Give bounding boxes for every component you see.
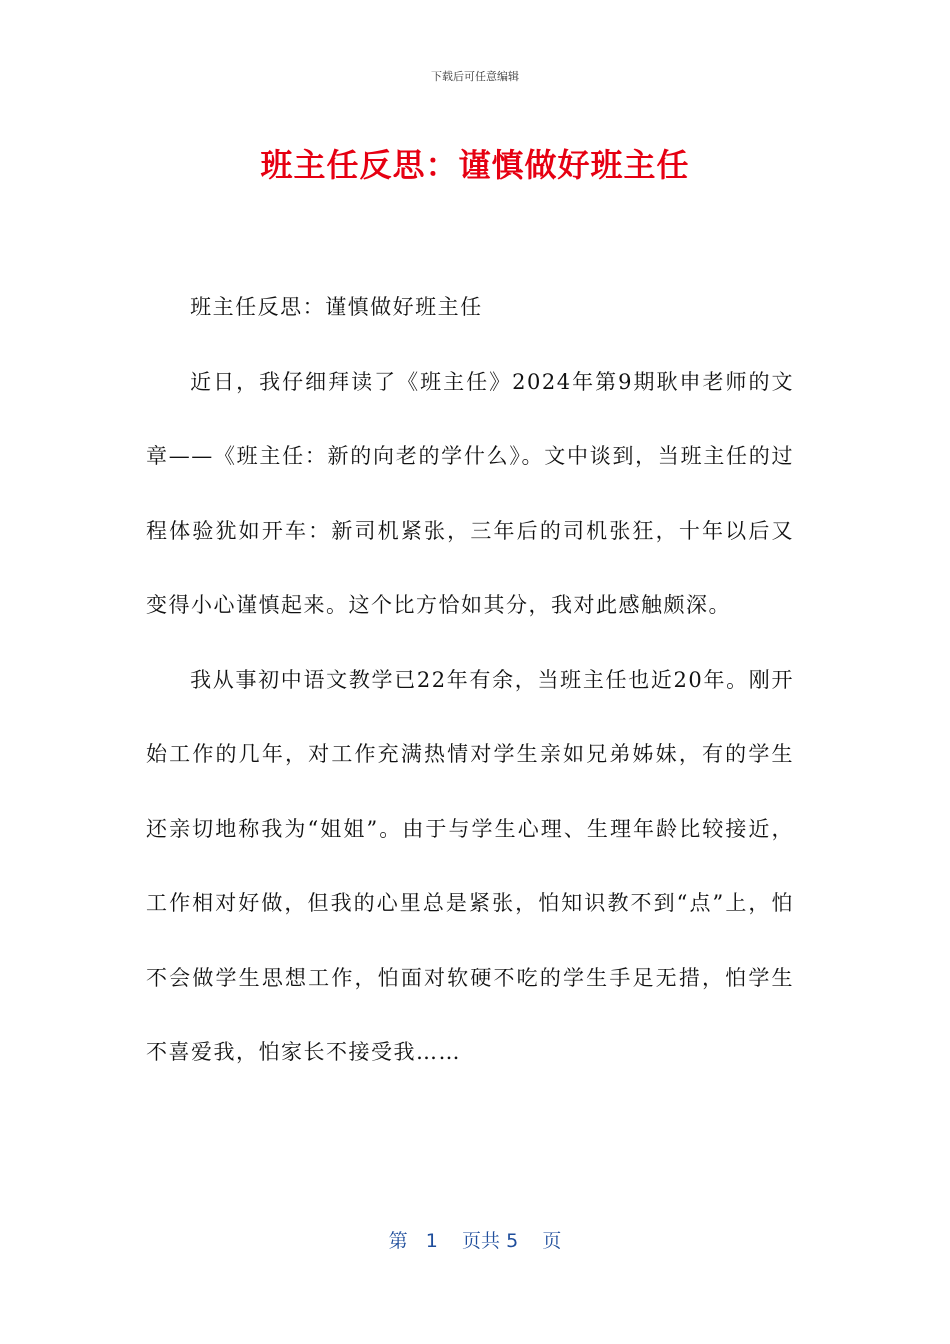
- paragraph: 班主任反思：谨慎做好班主任: [190, 295, 483, 319]
- footer-page-number: 1: [425, 1230, 438, 1252]
- body-text: [146, 270, 794, 1090]
- page-footer: [0, 1226, 950, 1253]
- paragraph: 近日，我仔细拜读了《班主任》2024年第9期耿申老师的文章——《班主任：新的向老的学什么》。文中谈到，当班主任的过程体验犹如开车：新司机紧张，三年后的司机张狂，十年以后又变得小心谨慎起来。这个比方恰如其分，我对此感触颇深。: [146, 369, 794, 617]
- footer-total-pages: 5: [506, 1230, 519, 1252]
- footer-suffix: 页: [542, 1230, 562, 1252]
- footer-middle: 页共: [462, 1230, 501, 1252]
- page-title: 班主任反思：谨慎做好班主任: [260, 146, 690, 184]
- footer-prefix: 第: [388, 1230, 408, 1252]
- header-note: 下载后可任意编辑: [431, 70, 519, 83]
- paragraph: 我从事初中语文教学已22年有余，当班主任也近20年。刚开始工作的几年，对工作充满热情对学生亲如兄弟姊妹，有的学生还亲切地称我为“姐姐”。由于与学生心理、生理年龄比较接近，工作相对好做，但我的心里总是紧张，怕知识教不到“点”上，怕不会做学生思想工作，怕面对软硬不吃的学生手足无措，怕学生不喜爱我，怕家长不接受我……: [146, 667, 794, 1064]
